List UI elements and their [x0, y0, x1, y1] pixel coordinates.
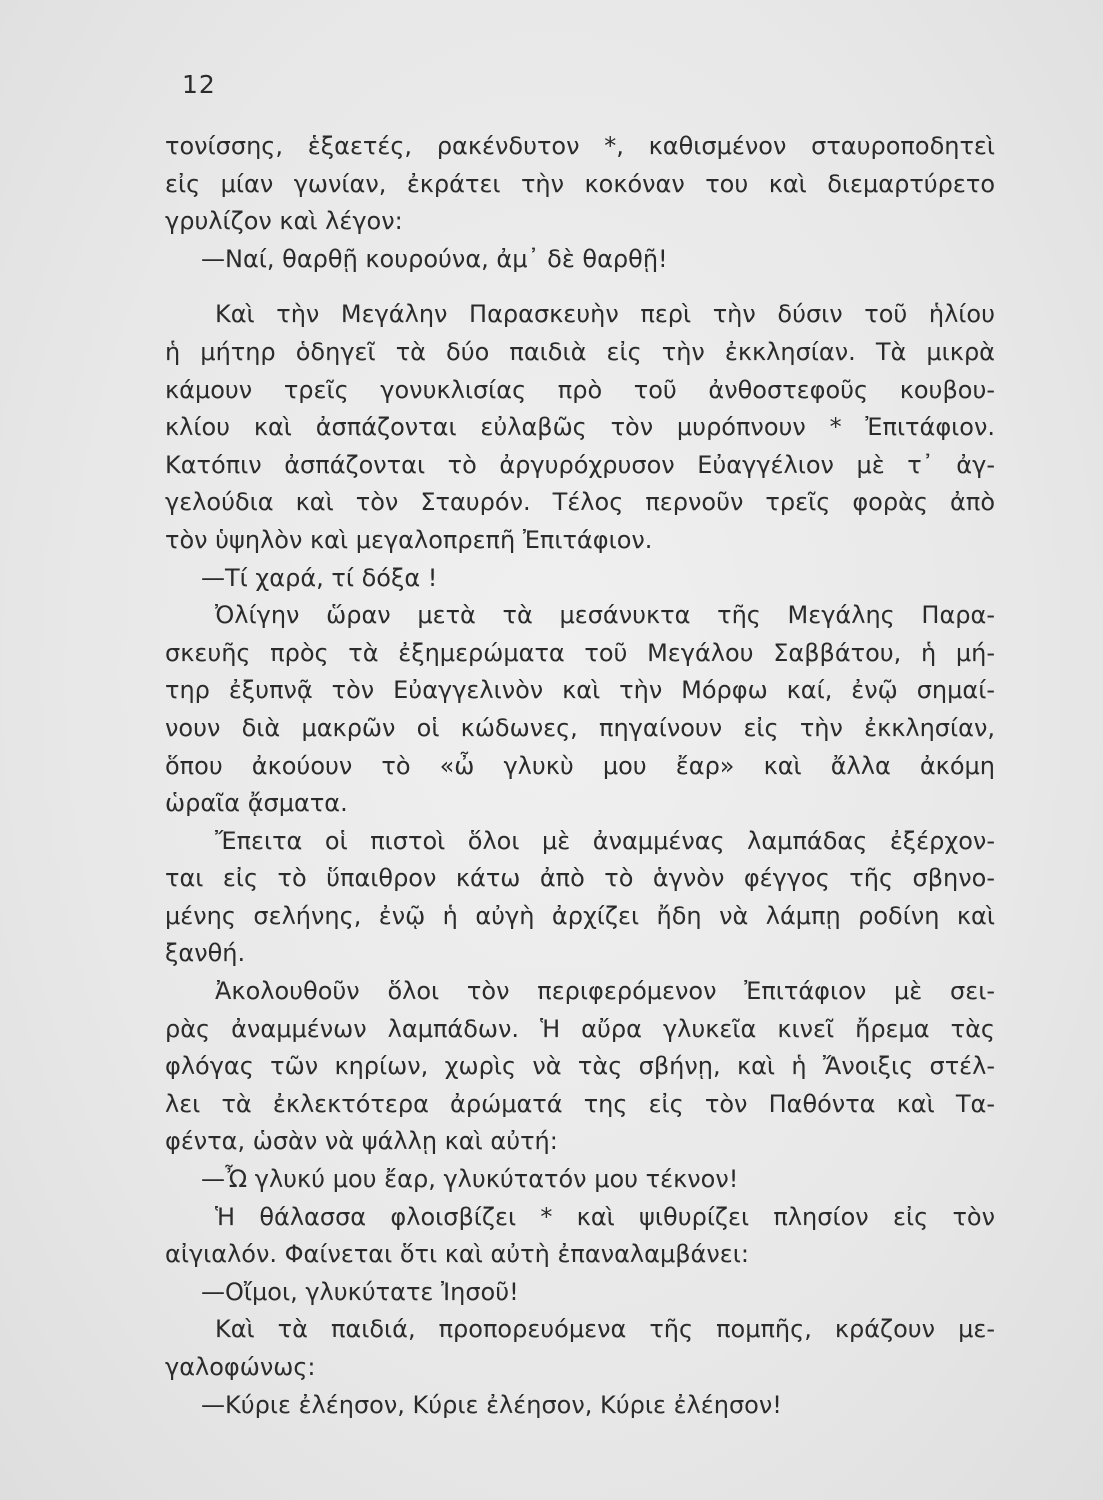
dialogue-line: —Ὦ γλυκύ μου ἔαρ, γλυκύτατόν μου τέκνον!	[201, 1165, 739, 1194]
page-number: 12	[182, 70, 216, 99]
text-line: Ἔπειτα οἱ πιστοὶ ὅλοι μὲ ἀναμμένας λαμπάδας ἐξέρχον-	[215, 826, 995, 855]
dialogue-line: —Ναί, θαρθῇ κουρούνα, ἀμ᾽ δὲ θαρθῇ!	[201, 244, 668, 273]
text-line: ὅπου ἀκούουν τὸ «ὦ γλυκὺ μου ἔαρ» καὶ ἄλλα ἀκόμη	[165, 751, 995, 780]
paragraph-gap	[165, 278, 995, 296]
text-line: Ἀκολουθοῦν ὅλοι τὸν περιφερόμενον Ἐπιτάφιον μὲ σει-	[215, 977, 995, 1006]
text-line: Ὀλίγην ὥραν μετὰ τὰ μεσάνυκτα τῆς Μεγάλης Παρα-	[215, 601, 995, 630]
text-line: Κατόπιν ἀσπάζονται τὸ ἀργυρόχρυσον Εὐαγγέλιον μὲ τ᾽ ἀγ-	[165, 450, 995, 479]
text-line: ἡ μήτηρ ὁδηγεῖ τὰ δύο παιδιὰ εἰς τὴν ἐκκλησίαν. Τὰ μικρὰ	[165, 337, 995, 366]
text-line: κάμουν τρεῖς γονυκλισίας πρὸ τοῦ ἀνθοστεφοῦς κουβου-	[165, 375, 995, 404]
text-line: φλόγας τῶν κηρίων, χωρὶς νὰ τὰς σβήνῃ, καὶ ἡ Ἄνοιξις στέλ-	[165, 1052, 995, 1081]
text-line: τὸν ὑψηλὸν καὶ μεγαλοπρεπῆ Ἐπιτάφιον.	[165, 525, 653, 554]
text-line: εἰς μίαν γωνίαν, ἐκράτει τὴν κοκόναν του καὶ διεμαρτύρετο	[165, 169, 995, 198]
text-line: ξανθή.	[165, 939, 246, 968]
body-text	[165, 128, 995, 1424]
text-line: φέντα, ὡσὰν νὰ ψάλλῃ καὶ αὐτή:	[165, 1127, 558, 1156]
dialogue-line: —Κύριε ἐλέησον, Κύριε ἐλέησον, Κύριε ἐλέησον!	[201, 1390, 782, 1419]
text-line: Καὶ τὰ παιδιά, προπορευόμενα τῆς πομπῆς, κράζουν με-	[215, 1315, 995, 1344]
text-line: νουν διὰ μακρῶν οἱ κώδωνες, πηγαίνουν εἰς τὴν ἐκκλησίαν,	[165, 713, 995, 742]
text-line: γρυλίζον καὶ λέγον:	[165, 207, 403, 236]
text-line: ρὰς ἀναμμένων λαμπάδων. Ἡ αὔρα γλυκεῖα κινεῖ ἤρεμα τὰς	[165, 1014, 995, 1043]
dialogue-line: —Τί χαρά, τί δόξα !	[201, 563, 438, 592]
text-line: τονίσσης, ἑξαετές, ρακένδυτον *, καθισμένον σταυροποδητεὶ	[165, 132, 995, 160]
text-line: γελούδια καὶ τὸν Σταυρόν. Τέλος περνοῦν τρεῖς φορὰς ἀπὸ	[165, 488, 995, 517]
text-line: τηρ ἐξυπνᾷ τὸν Εὐαγγελινὸν καὶ τὴν Μόρφω καί, ἐνῷ σημαί-	[165, 676, 995, 705]
text-line: Καὶ τὴν Μεγάλην Παρασκευὴν περὶ τὴν δύσιν τοῦ ἡλίου	[215, 300, 995, 329]
dialogue-line: —Οἴμοι, γλυκύτατε Ἰησοῦ!	[201, 1277, 519, 1306]
text-line: μένης σελήνης, ἐνῷ ἡ αὐγὴ ἀρχίζει ἤδη νὰ λάμπῃ ροδίνη καὶ	[165, 901, 995, 930]
text-line: Ἡ θάλασσα φλοισβίζει * καὶ ψιθυρίζει πλησίον εἰς τὸν	[215, 1202, 995, 1231]
text-line: γαλοφώνως:	[165, 1353, 316, 1381]
text-line: ται εἰς τὸ ὕπαιθρον κάτω ἀπὸ τὸ ἁγνὸν φέγγος τῆς σβηνο-	[165, 864, 995, 893]
text-line: ὡραῖα ᾄσματα.	[165, 789, 348, 818]
text-line: κλίου καὶ ἀσπάζονται εὐλαβῶς τὸν μυρόπνουν * Ἐπιτάφιον.	[165, 413, 995, 442]
text-line: σκευῆς πρὸς τὰ ἐξημερώματα τοῦ Μεγάλου Σαββάτου, ἡ μή-	[165, 638, 995, 667]
text-line: λει τὰ ἐκλεκτότερα ἀρώματά της εἰς τὸν Παθόντα καὶ Τα-	[165, 1089, 995, 1118]
text-line: αἰγιαλόν. Φαίνεται ὅτι καὶ αὐτὴ ἐπαναλαμβάνει:	[165, 1240, 749, 1269]
